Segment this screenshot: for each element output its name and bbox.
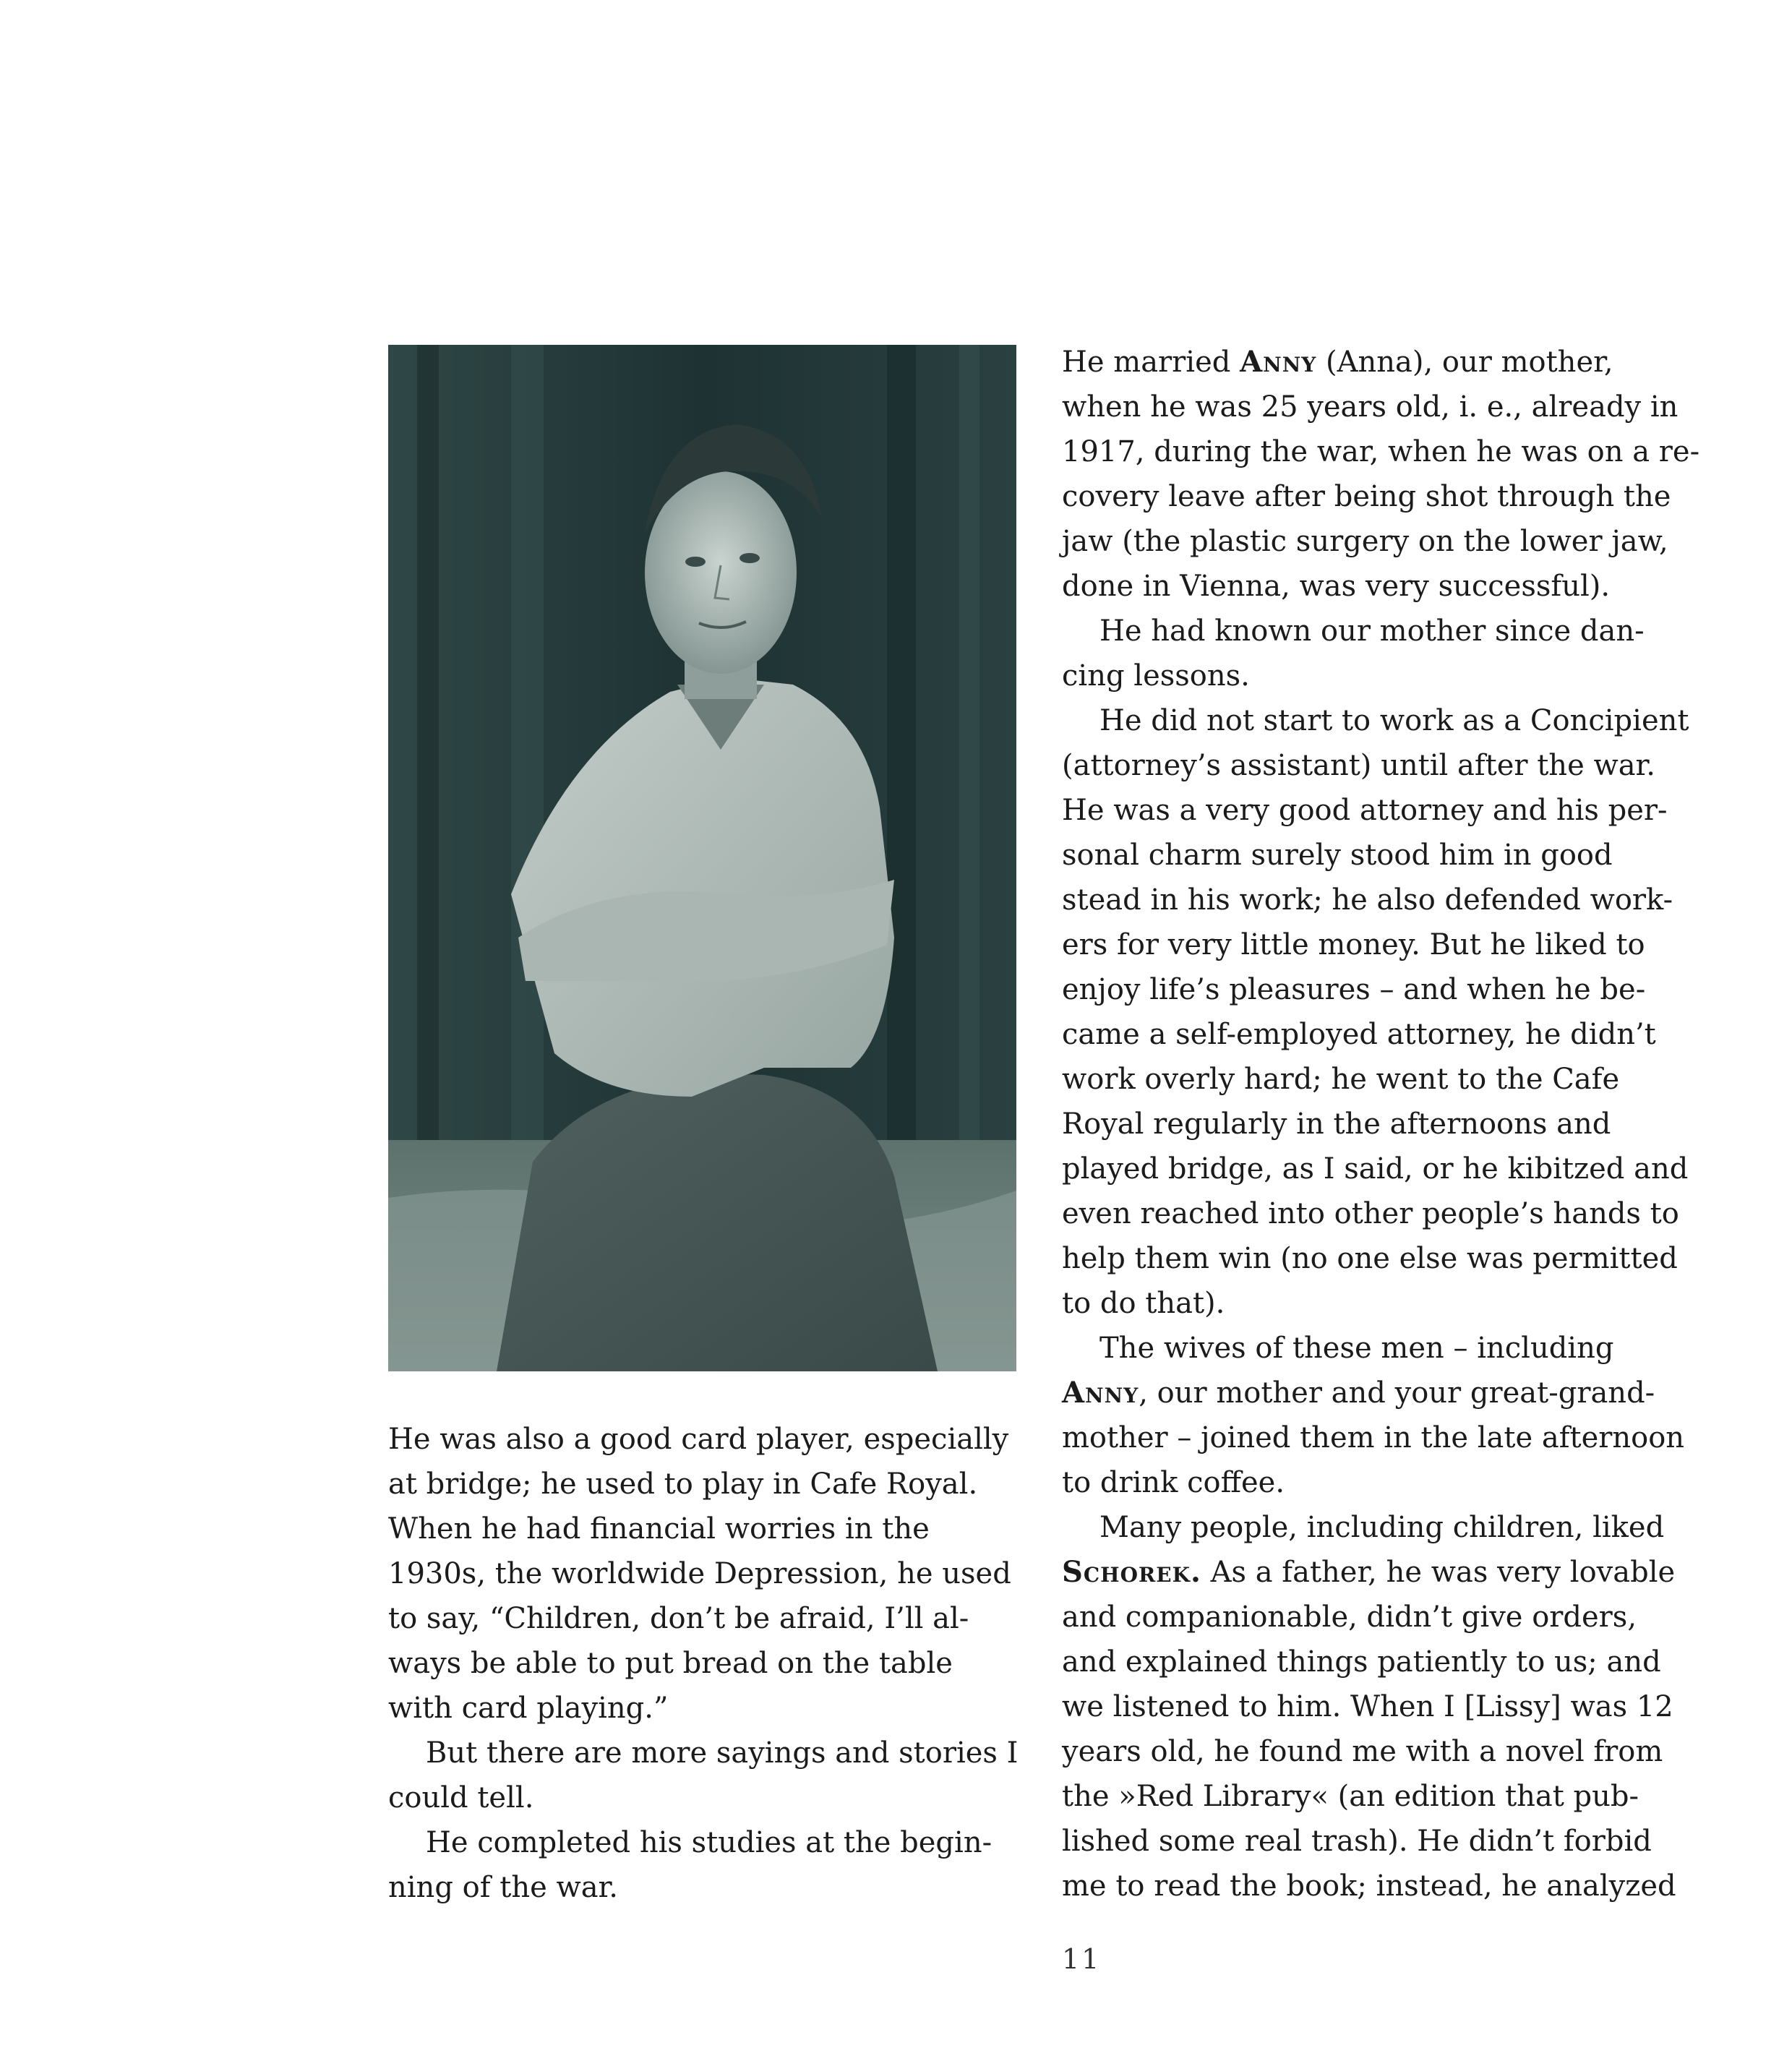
text-line: to say, “Children, don’t be afraid, I’ll al- <box>388 1602 969 1635</box>
paragraph <box>1062 1505 1691 1908</box>
text-line: jaw (the plastic surgery on the lower jaw, <box>1062 525 1668 558</box>
text-line: covery leave after being shot through the <box>1062 480 1671 513</box>
text-line: Many people, including children, liked <box>1099 1511 1665 1544</box>
right-column <box>1062 340 1700 1908</box>
text-line: The wives of these men – including <box>1099 1332 1614 1365</box>
paragraph <box>388 1820 1010 1910</box>
text-line: He had known our mother since dan- <box>1099 614 1645 648</box>
text-line: lished some real trash). He didn’t forbid <box>1062 1825 1652 1858</box>
text-line <box>1062 1371 1691 1415</box>
text-line: and explained things patiently to us; and <box>1062 1645 1661 1679</box>
paragraph <box>1062 1326 1691 1505</box>
text-line: help them win (no one else was permitted <box>1062 1242 1678 1275</box>
paragraph <box>388 1731 1019 1820</box>
text-run: (Anna), our mother, <box>1316 346 1613 379</box>
paragraph <box>1062 609 1691 698</box>
text-line <box>1062 340 1691 385</box>
left-column <box>388 1417 1019 1910</box>
text-line: 1917, during the war, when he was on a re- <box>1062 435 1700 468</box>
text-line: years old, he found me with a novel from <box>1062 1735 1663 1768</box>
text-run: As a father, he was very lovable <box>1201 1556 1676 1589</box>
text-line: me to read the book; instead, he analyzed <box>1062 1869 1676 1903</box>
text-line: enjoy life’s pleasures – and when he be- <box>1062 973 1646 1006</box>
text-line: ways be able to put bread on the table <box>388 1647 953 1680</box>
paragraph <box>1062 340 1700 609</box>
text-line: (attorney’s assistant) until after the war. <box>1062 749 1655 782</box>
text-line: could tell. <box>388 1781 534 1815</box>
text-line: He did not start to work as a Concipient <box>1099 704 1689 737</box>
text-line: ers for very little money. But he liked to <box>1062 928 1645 961</box>
text-line: the »Red Library« (an edition that pub- <box>1062 1780 1639 1813</box>
text-run: He married <box>1062 346 1240 379</box>
text-line: at bridge; he used to play in Cafe Royal. <box>388 1468 978 1501</box>
text-line: we listened to him. When I [Lissy] was 12 <box>1062 1690 1673 1723</box>
portrait-photo-image <box>388 345 1016 1371</box>
text-line: 1930s, the worldwide Depression, he used <box>388 1557 1011 1590</box>
person-name: Anny <box>1062 1376 1139 1410</box>
text-line: and companionable, didn’t give orders, <box>1062 1601 1637 1634</box>
person-name: Schorek. <box>1062 1555 1201 1589</box>
text-line: played bridge, as I said, or he kibitzed and <box>1062 1152 1689 1186</box>
text-line: But there are more sayings and stories I <box>426 1736 1019 1770</box>
text-line <box>1062 1550 1691 1595</box>
text-line: with card playing.” <box>388 1692 669 1725</box>
text-line: He completed his studies at the begin- <box>426 1826 993 1859</box>
text-line: work overly hard; he went to the Cafe <box>1062 1063 1620 1096</box>
text-line: cing lessons. <box>1062 659 1250 693</box>
text-line: to do that). <box>1062 1287 1225 1320</box>
text-line: to drink coffee. <box>1062 1466 1285 1499</box>
person-name: Anny <box>1240 345 1317 379</box>
page-number: 11 <box>1062 1943 1102 1975</box>
text-line: He was a very good attorney and his per- <box>1062 794 1668 827</box>
text-line: when he was 25 years old, i. e., already in <box>1062 390 1679 424</box>
text-line: When he had financial worries in the <box>388 1512 930 1546</box>
text-line: came a self-employed attorney, he didn’t <box>1062 1018 1656 1051</box>
text-line: He was also a good card player, especially <box>388 1423 1009 1456</box>
paragraph <box>1062 698 1691 1326</box>
text-line: sonal charm surely stood him in good <box>1062 839 1613 872</box>
text-line: done in Vienna, was very successful). <box>1062 570 1611 603</box>
text-line: stead in his work; he also defended work- <box>1062 883 1673 917</box>
text-line: Royal regularly in the afternoons and <box>1062 1107 1611 1141</box>
paragraph <box>388 1417 1010 1731</box>
portrait-photo <box>388 345 1016 1371</box>
text-line: even reached into other people’s hands to <box>1062 1197 1679 1230</box>
text-run: , our mother and your great-grand- <box>1139 1376 1655 1410</box>
text-line: ning of the war. <box>388 1871 618 1904</box>
text-line: mother – joined them in the late afternoon <box>1062 1421 1685 1454</box>
